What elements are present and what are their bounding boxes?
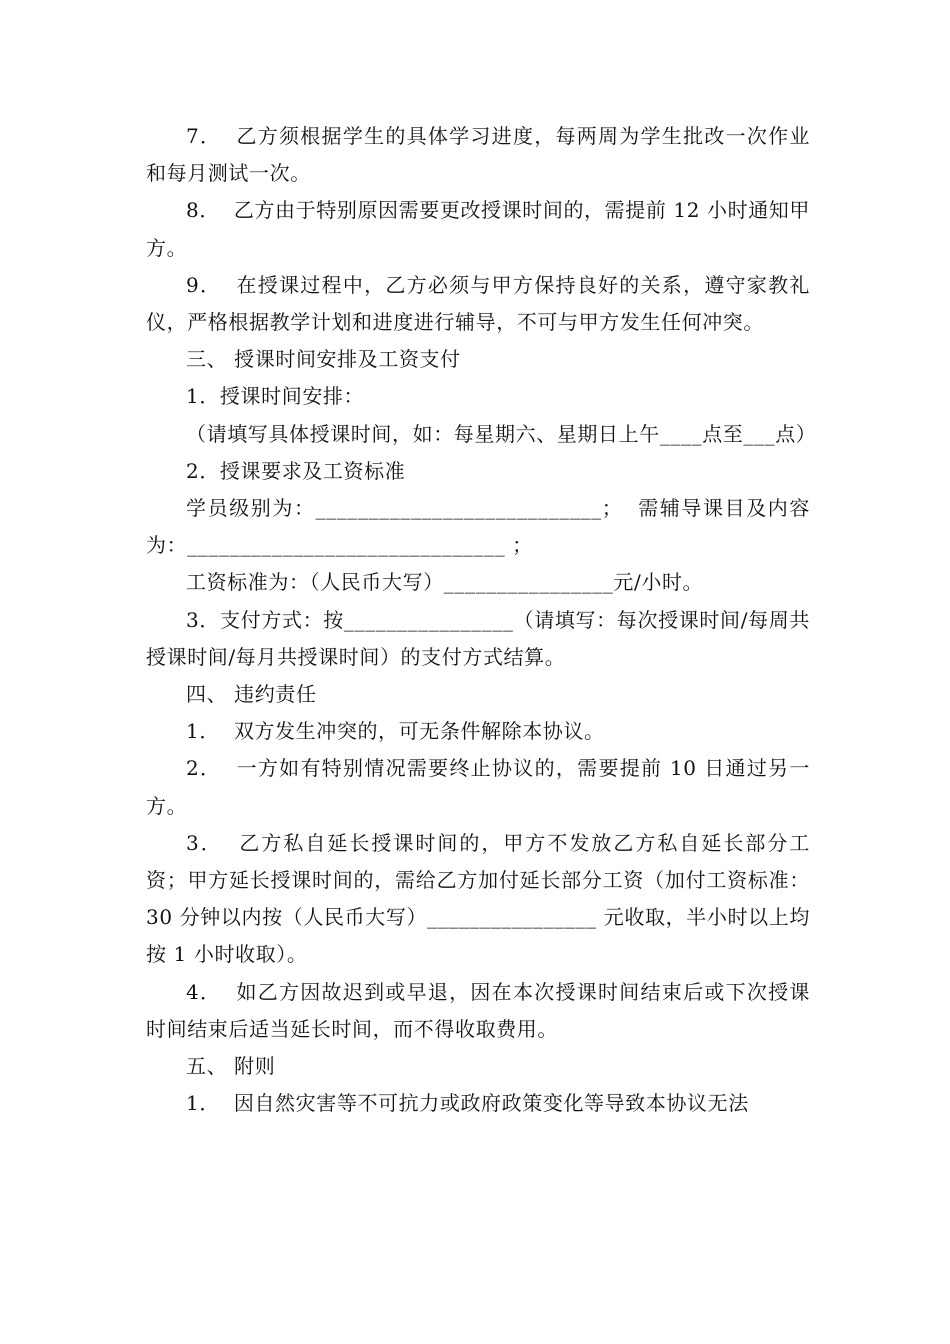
appendix-item-1: 1． 因自然灾害等不可抗力或政府政策变化等导致本协议无法 [186,1091,749,1116]
liability-item-1: 1． 双方发生冲突的，可无条件解除本协议。 [186,719,605,744]
liability-item-4: 4． 如乙方因故迟到或早退，因在本次授课时间结束后或下次授课时间结束后适当延长时间，而不得收取费用。 [146,979,810,1041]
clause-8: 8． 乙方由于特别原因需要更改授课时间的，需提前 12 小时通知甲方。 [146,198,811,260]
document-body [146,118,817,1122]
section-heading-3: 三、 授课时间安排及工资支付 [186,347,461,372]
section-heading-4: 四、 违约责任 [186,682,317,707]
requirements-item: 2．授课要求及工资标准 [186,458,406,483]
liability-item-3: 3． 乙方私自延长授课时间的，甲方不发放乙方私自延长部分工资；甲方延长授课时间的，需给乙方加付延长部分工资（加付工资标准：30 分钟以内按（人民币大写）________________ 元收取，半小时以上均按 1 小时收取）。 [146,830,810,967]
section-heading-5: 五、 附则 [186,1054,276,1079]
clause-7: 7． 乙方须根据学生的具体学习进度，每两周为学生批改一次作业和每月测试一次。 [146,124,810,186]
wage-standard-line: 工资标准为：（人民币大写）________________元/小时。 [186,570,704,595]
liability-item-2: 2． 一方如有特别情况需要终止协议的，需要提前 10 日通过另一方。 [146,756,810,818]
clause-9: 9． 在授课过程中，乙方必须与甲方保持良好的关系，遵守家教礼仪，严格根据教学计划和进度进行辅导，不可与甲方发生任何冲突。 [146,272,810,335]
schedule-instruction: （请填写具体授课时间，如：每星期六、星期日上午____点至___点） [186,421,817,446]
student-level-line: 学员级别为：___________________________； 需辅导课目及内容为：______________________________ ； [146,496,810,558]
schedule-item: 1．授课时间安排： [186,384,365,409]
payment-method-item: 3．支付方式：按________________（请填写：每次授课时间/每周共授课时间/每月共授课时间）的支付方式结算。 [146,607,810,669]
